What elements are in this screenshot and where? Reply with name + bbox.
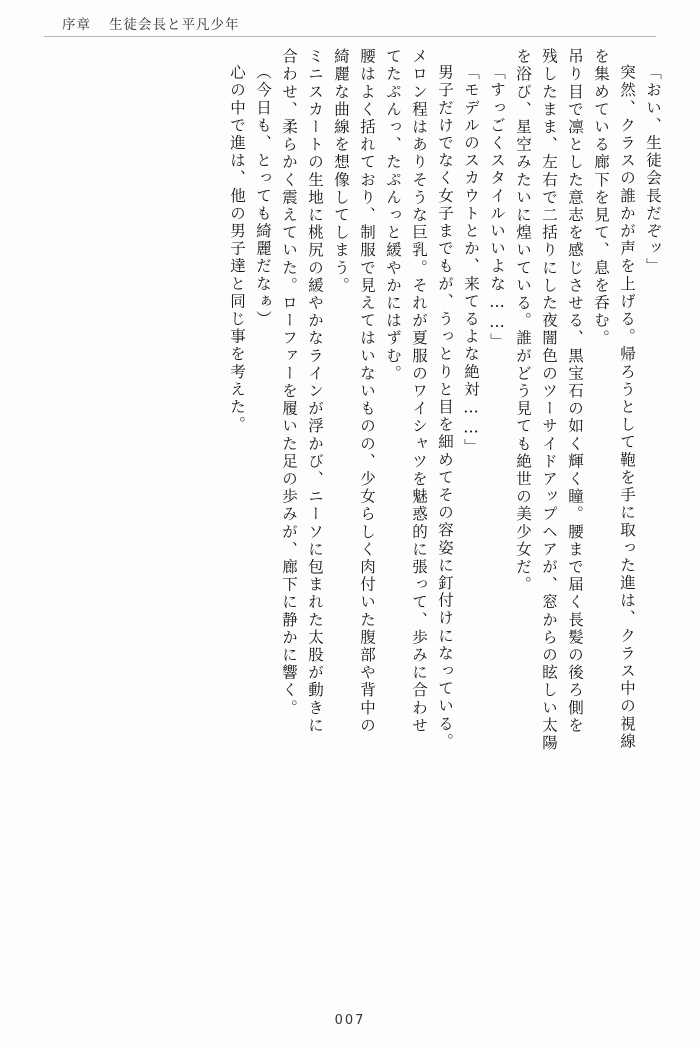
- text-line: 綺麗な曲線を想像してしまう。: [332, 48, 350, 295]
- text-line: 突然、クラスの誰かが声を上げる。帰ろうとして鞄を手に取った進は、クラス中の視線: [618, 64, 636, 751]
- text-line: 残したまま、左右で二括りにした夜闇色のツーサイドアップヘアが、窓からの眩しい太陽: [540, 48, 558, 752]
- text-line: 「すっごくスタイルいいよな……」: [488, 64, 506, 351]
- text-line: を浴び、星空みたいに煌いている。誰がどう見ても絶世の美少女だ。: [514, 48, 532, 594]
- text-line: を集めている廊下を見て、息を呑む。: [592, 48, 610, 348]
- text-line: てたぷんっ、たぷんっと緩やかにはずむ。: [384, 48, 402, 383]
- text-line: 男子だけでなく女子までもが、うっとりと目を細めてその容姿に釘付けになっている。: [436, 64, 454, 751]
- text-line: メロン程はありそうな巨乳。それが夏服のワイシャツを魅惑的に張って、歩みに合わせ: [410, 48, 428, 735]
- text-line: 「おい、生徒会長だぞッ」: [644, 64, 662, 276]
- header-chapter-label: 序章: [62, 17, 91, 33]
- text-line: 腰はよく括れており、制服で見えてはいないものの、少女らしく肉付いた腹部や背中の: [358, 48, 376, 735]
- running-header: [0, 8, 700, 38]
- text-line: 吊り目で凛とした意志を感じさせる、黒宝石の如く輝く瞳。腰まで届く長髪の後ろ側を: [566, 48, 584, 735]
- text-line: （今日も、とっても綺麗だなぁ）: [254, 64, 272, 328]
- text-line: 合わせ、柔らかく震えていた。ローファーを履いた足の歩みが、廊下に静かに響く。: [280, 48, 298, 717]
- text-line: 心の中で進は、他の男子達と同じ事を考えた。: [228, 64, 246, 434]
- header-divider: [44, 36, 656, 37]
- header-title-label: 生徒会長と平凡少年: [109, 17, 240, 33]
- vertical-text-body: [40, 48, 660, 988]
- page-number: 007: [334, 1013, 366, 1028]
- text-line: ミニスカートの生地に桃尻の緩やかなラインが浮かび、ニーソに包まれた太股が動きに: [306, 48, 324, 735]
- text-line: 「モデルのスカウトとか、来てるよな絶対……」: [462, 64, 480, 457]
